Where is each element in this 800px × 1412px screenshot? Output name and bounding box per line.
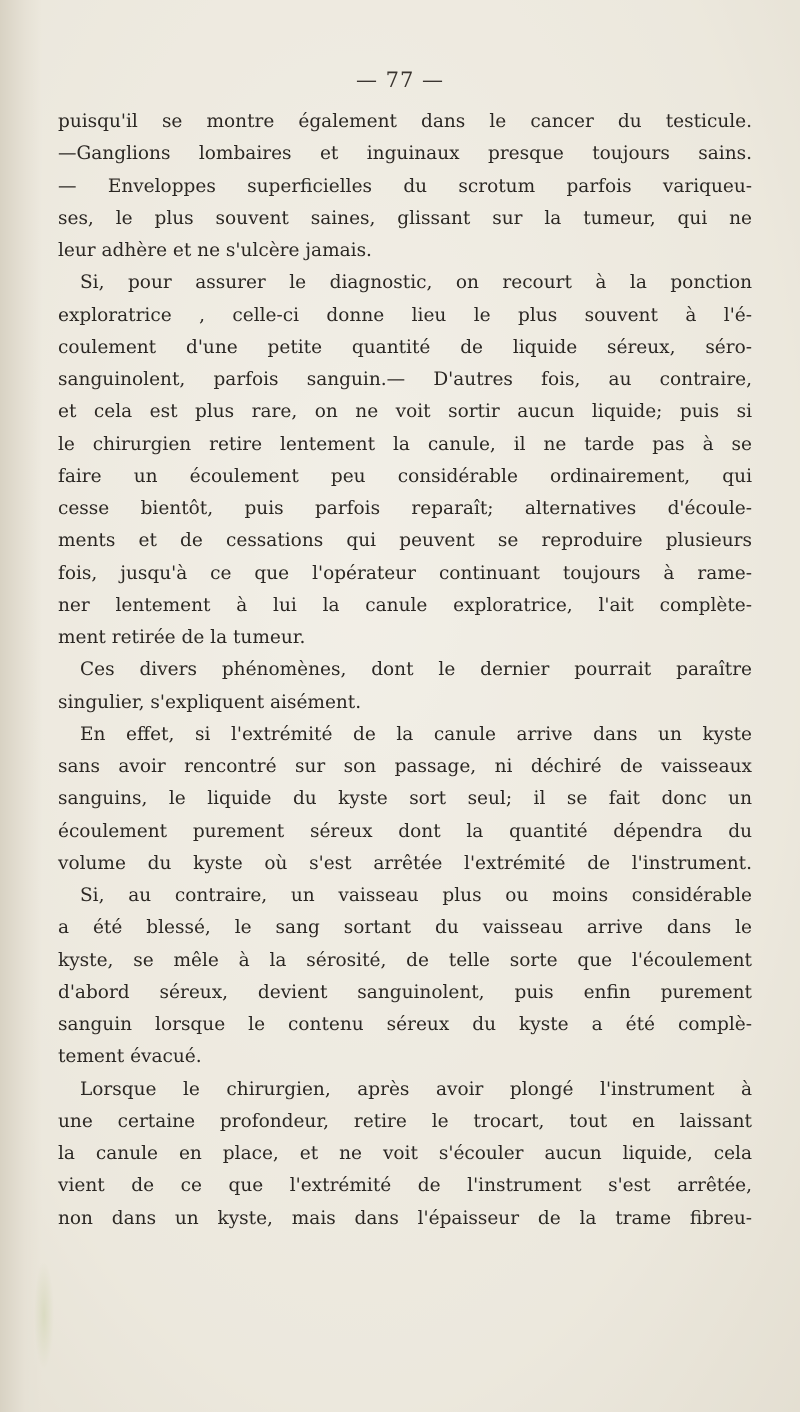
text-line-content: cesse bientôt, puis parfois reparaît; alternatives d'écoule- xyxy=(58,498,752,519)
text-line-content: Si, pour assurer le diagnostic, on recourt à la ponction xyxy=(80,272,752,294)
text-line xyxy=(0,783,800,815)
text-line-content: kyste, se mêle à la sérosité, de telle sorte que l'écoulement xyxy=(58,949,752,971)
text-line xyxy=(0,751,800,783)
text-line-content: —Ganglions lombaires et inguinaux presque toujours sains. xyxy=(58,143,752,165)
text-line xyxy=(0,1203,800,1235)
paper-stain xyxy=(34,1260,54,1370)
text-line-content: écoulement purement séreux dont la quantité dépendra du xyxy=(58,820,752,842)
text-line-content: faire un écoulement peu considérable ordinairement, qui xyxy=(58,465,752,487)
text-line xyxy=(0,558,800,590)
text-line-content: le chirurgien retire lentement la canule, il ne tarde pas à se xyxy=(58,433,752,455)
text-line-content: Lorsque le chirurgien, après avoir plongé l'instrument à xyxy=(80,1078,752,1100)
text-line-content: Ces divers phénomènes, dont le dernier pourrait paraître xyxy=(80,659,752,681)
text-line-content: a été blessé, le sang sortant du vaisseau arrive dans le xyxy=(58,917,752,939)
text-line-content: puisqu'il se montre également dans le cancer du testicule. xyxy=(58,111,752,132)
text-line xyxy=(0,171,800,203)
text-line xyxy=(0,1106,800,1138)
text-line xyxy=(0,1170,800,1202)
text-line xyxy=(0,687,800,719)
text-line xyxy=(0,622,800,654)
text-line-content: sans avoir rencontré sur son passage, ni déchiré de vaisseaux xyxy=(58,756,752,777)
text-line xyxy=(0,654,800,686)
text-line-content: En effet, si l'extrémité de la canule arrive dans un kyste xyxy=(80,723,752,745)
text-line xyxy=(0,1041,800,1073)
text-line-content: Si, au contraire, un vaisseau plus ou moins considérable xyxy=(80,885,752,906)
text-line xyxy=(0,977,800,1009)
text-line-content: une certaine profondeur, retire le trocart, tout en laissant xyxy=(58,1110,752,1132)
text-line-content: tement évacué. xyxy=(58,1046,202,1068)
text-line xyxy=(0,1074,800,1106)
text-line-content: la canule en place, et ne voit s'écouler aucun liquide, cela xyxy=(58,1143,752,1164)
text-line xyxy=(0,461,800,493)
text-line-content: vient de ce que l'extrémité de l'instrument s'est arrêtée, xyxy=(58,1175,752,1197)
text-line-content: et cela est plus rare, on ne voit sortir aucun liquide; puis si xyxy=(58,401,752,423)
text-line xyxy=(0,848,800,880)
text-line xyxy=(0,235,800,267)
text-line xyxy=(0,396,800,428)
text-line-content: sanguins, le liquide du kyste sort seul; il se fait donc un xyxy=(58,788,752,810)
text-line xyxy=(0,945,800,977)
text-line-content: sanguinolent, parfois sanguin.— D'autres fois, au contraire, xyxy=(58,369,752,390)
text-line xyxy=(0,912,800,944)
text-line-content: non dans un kyste, mais dans l'épaisseur de la trame fibreu- xyxy=(58,1207,752,1229)
text-line-content: fois, jusqu'à ce que l'opérateur continuant toujours à rame- xyxy=(58,562,752,584)
text-line xyxy=(0,1009,800,1041)
text-line xyxy=(0,300,800,332)
text-line xyxy=(0,525,800,557)
text-line-content: leur adhère et ne s'ulcère jamais. xyxy=(58,240,372,261)
text-line-content: coulement d'une petite quantité de liquide séreux, séro- xyxy=(58,336,752,358)
text-line xyxy=(0,719,800,751)
page-number: — 77 — xyxy=(355,68,445,92)
text-line-content: d'abord séreux, devient sanguinolent, puis enfin purement xyxy=(58,981,752,1003)
text-line xyxy=(0,493,800,525)
text-line-content: volume du kyste où s'est arrêtée l'extrémité de l'instrument. xyxy=(58,852,752,874)
text-line xyxy=(0,590,800,622)
text-line xyxy=(0,332,800,364)
text-line-content: sanguin lorsque le contenu séreux du kyste a été complè- xyxy=(58,1014,752,1035)
text-line xyxy=(0,138,800,170)
text-line xyxy=(0,429,800,461)
text-line xyxy=(0,816,800,848)
text-line xyxy=(0,364,800,396)
text-line-content: ments et de cessations qui peuvent se reproduire plusieurs xyxy=(58,530,752,552)
text-line-content: ner lentement à lui la canule exploratrice, l'ait complète- xyxy=(58,594,752,616)
text-line xyxy=(0,106,800,138)
text-line-content: ment retirée de la tumeur. xyxy=(58,627,306,648)
text-line-content: exploratrice , celle-ci donne lieu le plus souvent à l'é- xyxy=(58,304,752,326)
text-line xyxy=(0,880,800,912)
text-line xyxy=(0,267,800,299)
text-line xyxy=(0,1138,800,1170)
text-line-content: — Enveloppes superficielles du scrotum parfois variqueu- xyxy=(58,175,752,197)
text-line xyxy=(0,203,800,235)
text-line-content: singulier, s'expliquent aisément. xyxy=(58,691,362,713)
text-line-content: ses, le plus souvent saines, glissant sur la tumeur, qui ne xyxy=(58,207,752,229)
